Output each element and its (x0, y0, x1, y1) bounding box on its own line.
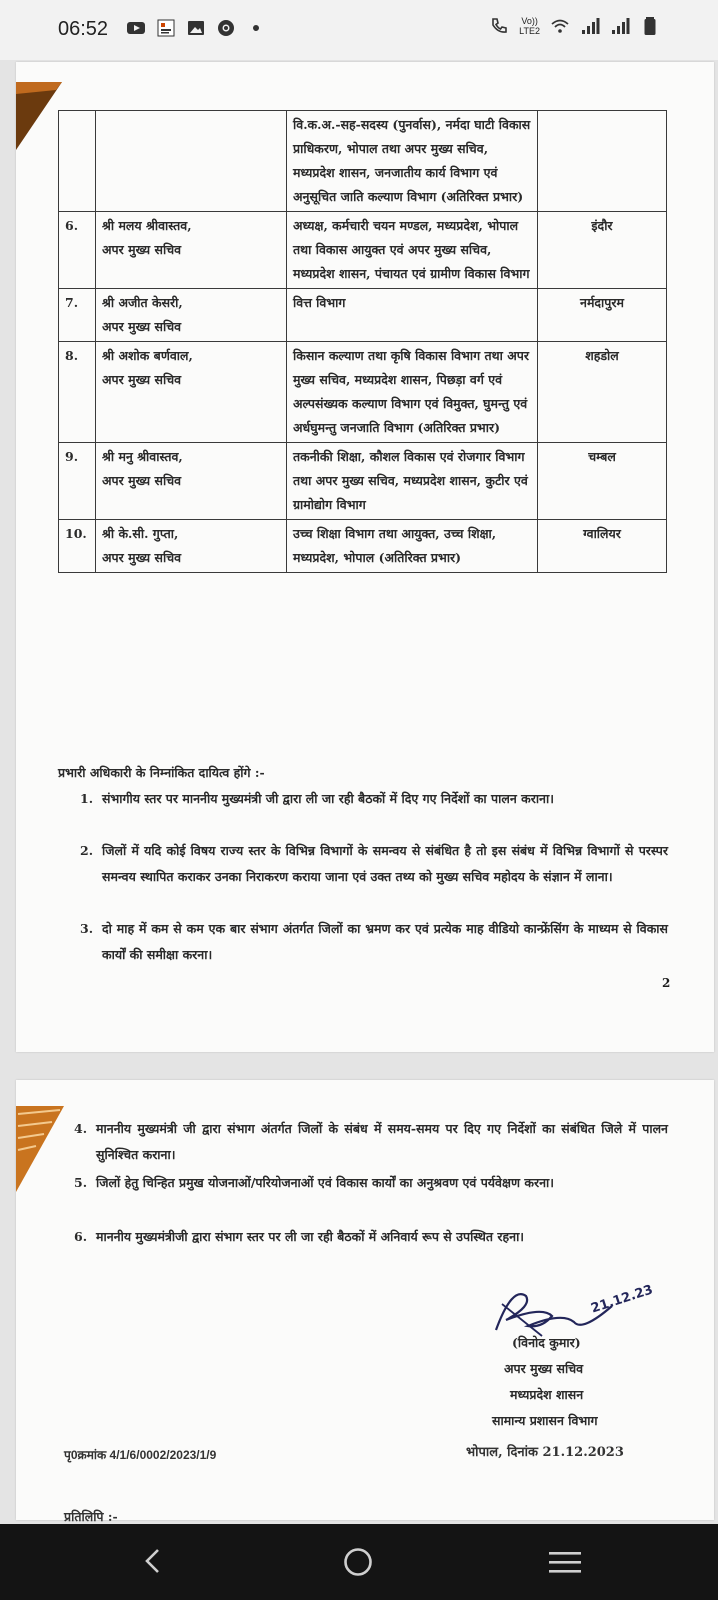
duty-item (80, 838, 668, 890)
signatory-government: मध्यप्रदेश शासन (510, 1387, 584, 1402)
table-row (59, 289, 667, 342)
volte-bottom: LTE2 (519, 26, 540, 36)
gallery-icon (186, 18, 206, 38)
signatory-designation: अपर मुख्य सचिव (504, 1361, 584, 1376)
more-dot-icon (246, 18, 266, 38)
duties-heading: प्रभारी अधिकारी के निम्नांकित दायित्व होंगे :- (58, 765, 265, 780)
call-icon (489, 16, 509, 36)
duty-item (80, 786, 668, 812)
place-date: भोपाल, दिनांक 21.12.2023 (466, 1445, 624, 1460)
duty-item (80, 916, 668, 968)
officer-name-cell (96, 289, 287, 342)
duty-number: 6. (74, 1229, 88, 1244)
officer-name-cell (96, 443, 287, 520)
officer-designation: अपर मुख्य सचिव (102, 473, 182, 488)
page-number: 2 (662, 976, 671, 990)
officers-table (58, 110, 667, 573)
duty-item (74, 1224, 668, 1250)
volte-top: Vo)) (521, 16, 538, 26)
officer-name-cell (96, 212, 287, 289)
home-icon[interactable] (342, 1546, 374, 1578)
department-cell: उच्च शिक्षा विभाग तथा आयुक्त, उच्च शिक्षा, मध्यप्रदेश, भोपाल (अतिरिक्त प्रभार) (287, 520, 538, 573)
division-cell: इंदौर (538, 212, 667, 289)
officer-designation: अपर मुख्य सचिव (102, 372, 182, 387)
youtube-icon (126, 18, 146, 38)
reference-number: पृ0क्रमांक 4/1/6/0002/2023/1/9 (64, 1448, 217, 1462)
serial-cell: 9. (59, 443, 96, 520)
officer-name: श्री अजीत केसरी, (102, 295, 183, 310)
serial-cell: 7. (59, 289, 96, 342)
duty-item (74, 1170, 668, 1196)
duty-number: 1. (80, 791, 94, 806)
duty-text: माननीय मुख्यमंत्रीजी द्वारा संभाग स्तर पर ली जा रही बैठकों में अनिवार्य रूप से उपस्थित रहना। (96, 1229, 525, 1244)
duty-text: संभागीय स्तर पर माननीय मुख्यमंत्री जी द्वारा ली जा रही बैठकों में दिए गए निर्देशों का पालन कराना। (102, 791, 554, 806)
officer-name-cell (96, 342, 287, 443)
table-row (59, 111, 667, 212)
officer-designation: अपर मुख्य सचिव (102, 550, 182, 565)
document-page-1 (16, 62, 714, 1052)
table-row (59, 342, 667, 443)
officer-name-cell (96, 111, 287, 212)
officer-name: श्री मलय श्रीवास्तव, (102, 218, 192, 233)
department-cell: तकनीकी शिक्षा, कौशल विकास एवं रोजगार विभाग तथा अपर मुख्य सचिव, मध्यप्रदेश शासन, कुटीर एवं ग्रामोद्योग विभाग (287, 443, 538, 520)
division-cell: ग्वालियर (538, 520, 667, 573)
table-row (59, 212, 667, 289)
duty-number: 3. (80, 921, 94, 936)
table-row (59, 520, 667, 573)
copy-to-label: प्रतिलिपि :- (64, 1509, 118, 1524)
division-cell (538, 111, 667, 212)
duty-number: 4. (74, 1121, 88, 1136)
status-bar (0, 0, 718, 60)
notification-icons (126, 18, 266, 38)
wifi-icon (550, 16, 570, 36)
document-page-2 (16, 1080, 714, 1524)
navigation-bar (0, 1524, 718, 1600)
duty-item (74, 1116, 668, 1168)
corner-tab-decoration (16, 82, 64, 152)
duty-text: जिलों में यदि कोई विषय राज्य स्तर के विभिन्न विभागों के समन्वय से संबंधित है तो इस संबंध में विभिन्न विभागों से परस्पर समन्वय स्थापित कराकर उनका निराकरण कराया जाना एवं उक्त तथ्य को मुख्य सचिव महोदय के संज्ञान में लाना। (102, 843, 668, 884)
status-time: 06:52 (58, 18, 109, 40)
officer-name: श्री अशोक बर्णवाल, (102, 348, 193, 363)
officer-name: श्री मनु श्रीवास्तव, (102, 449, 183, 464)
serial-cell: 8. (59, 342, 96, 443)
duty-text: जिलों हेतु चिन्हित प्रमुख योजनाओं/परियोजनाओं एवं विकास कार्यों का अनुश्रवण एवं पर्यवेक्षण करना। (96, 1175, 554, 1190)
serial-cell (59, 111, 96, 212)
department-cell: अध्यक्ष, कर्मचारी चयन मण्डल, मध्यप्रदेश, भोपाल तथा विकास आयुक्त एवं अपर मुख्य सचिव, मध्यप्रदेश शासन, पंचायत एवं ग्रामीण विकास विभाग (287, 212, 538, 289)
department-cell: वित्त विभाग (287, 289, 538, 342)
signatory-name: (विनोद कुमार) (512, 1335, 581, 1350)
duty-number: 5. (74, 1175, 88, 1190)
division-cell: चम्बल (538, 443, 667, 520)
signature-date: 21.12.23 (589, 1282, 655, 1317)
signal-icon-2 (610, 16, 630, 36)
division-cell: शहडोल (538, 342, 667, 443)
battery-icon (640, 16, 660, 36)
table-row (59, 443, 667, 520)
signal-icon-1 (580, 16, 600, 36)
corner-tab-decoration (16, 1106, 64, 1196)
news-app-icon (156, 18, 176, 38)
back-icon[interactable] (138, 1546, 168, 1576)
officers-table-body (59, 111, 667, 573)
recent-apps-icon[interactable] (549, 1550, 581, 1576)
division-cell: नर्मदापुरम (538, 289, 667, 342)
chrome-icon (216, 18, 236, 38)
department-cell: किसान कल्याण तथा कृषि विकास विभाग तथा अपर मुख्य सचिव, मध्यप्रदेश शासन, पिछड़ा वर्ग एवं अल्पसंख्यक कल्याण विभाग एवं विमुक्त, घुमन्तु एवं अर्धघुमन्तु जनजाति विभाग (अतिरिक्त प्रभार) (287, 342, 538, 443)
duty-number: 2. (80, 843, 94, 858)
officer-name: श्री के.सी. गुप्ता, (102, 526, 179, 541)
officer-designation: अपर मुख्य सचिव (102, 242, 182, 257)
department-cell: वि.क.अ.-सह-सदस्य (पुनर्वास), नर्मदा घाटी विकास प्राधिकरण, भोपाल तथा अपर मुख्य सचिव, मध्यप्रदेश शासन, जनजातीय कार्य विभाग एवं अनुसूचित जाति कल्याण विभाग (अतिरिक्त प्रभार) (287, 111, 538, 212)
officer-name-cell (96, 520, 287, 573)
system-icons (489, 16, 660, 36)
serial-cell: 6. (59, 212, 96, 289)
serial-cell: 10. (59, 520, 96, 573)
volte-indicator (519, 16, 540, 36)
signatory-department: सामान्य प्रशासन विभाग (492, 1413, 598, 1428)
officer-designation: अपर मुख्य सचिव (102, 319, 182, 334)
duty-text: दो माह में कम से कम एक बार संभाग अंतर्गत जिलों का भ्रमण कर एवं प्रत्येक माह वीडियो कान्फ्रेंसिंग के माध्यम से विकास कार्यों की समीक्षा करना। (102, 921, 668, 962)
duty-text: माननीय मुख्यमंत्री जी द्वारा संभाग अंतर्गत जिलों के संबंध में समय-समय पर दिए गए निर्देशों का संबंधित जिले में पालन सुनिश्चित कराना। (96, 1121, 668, 1162)
